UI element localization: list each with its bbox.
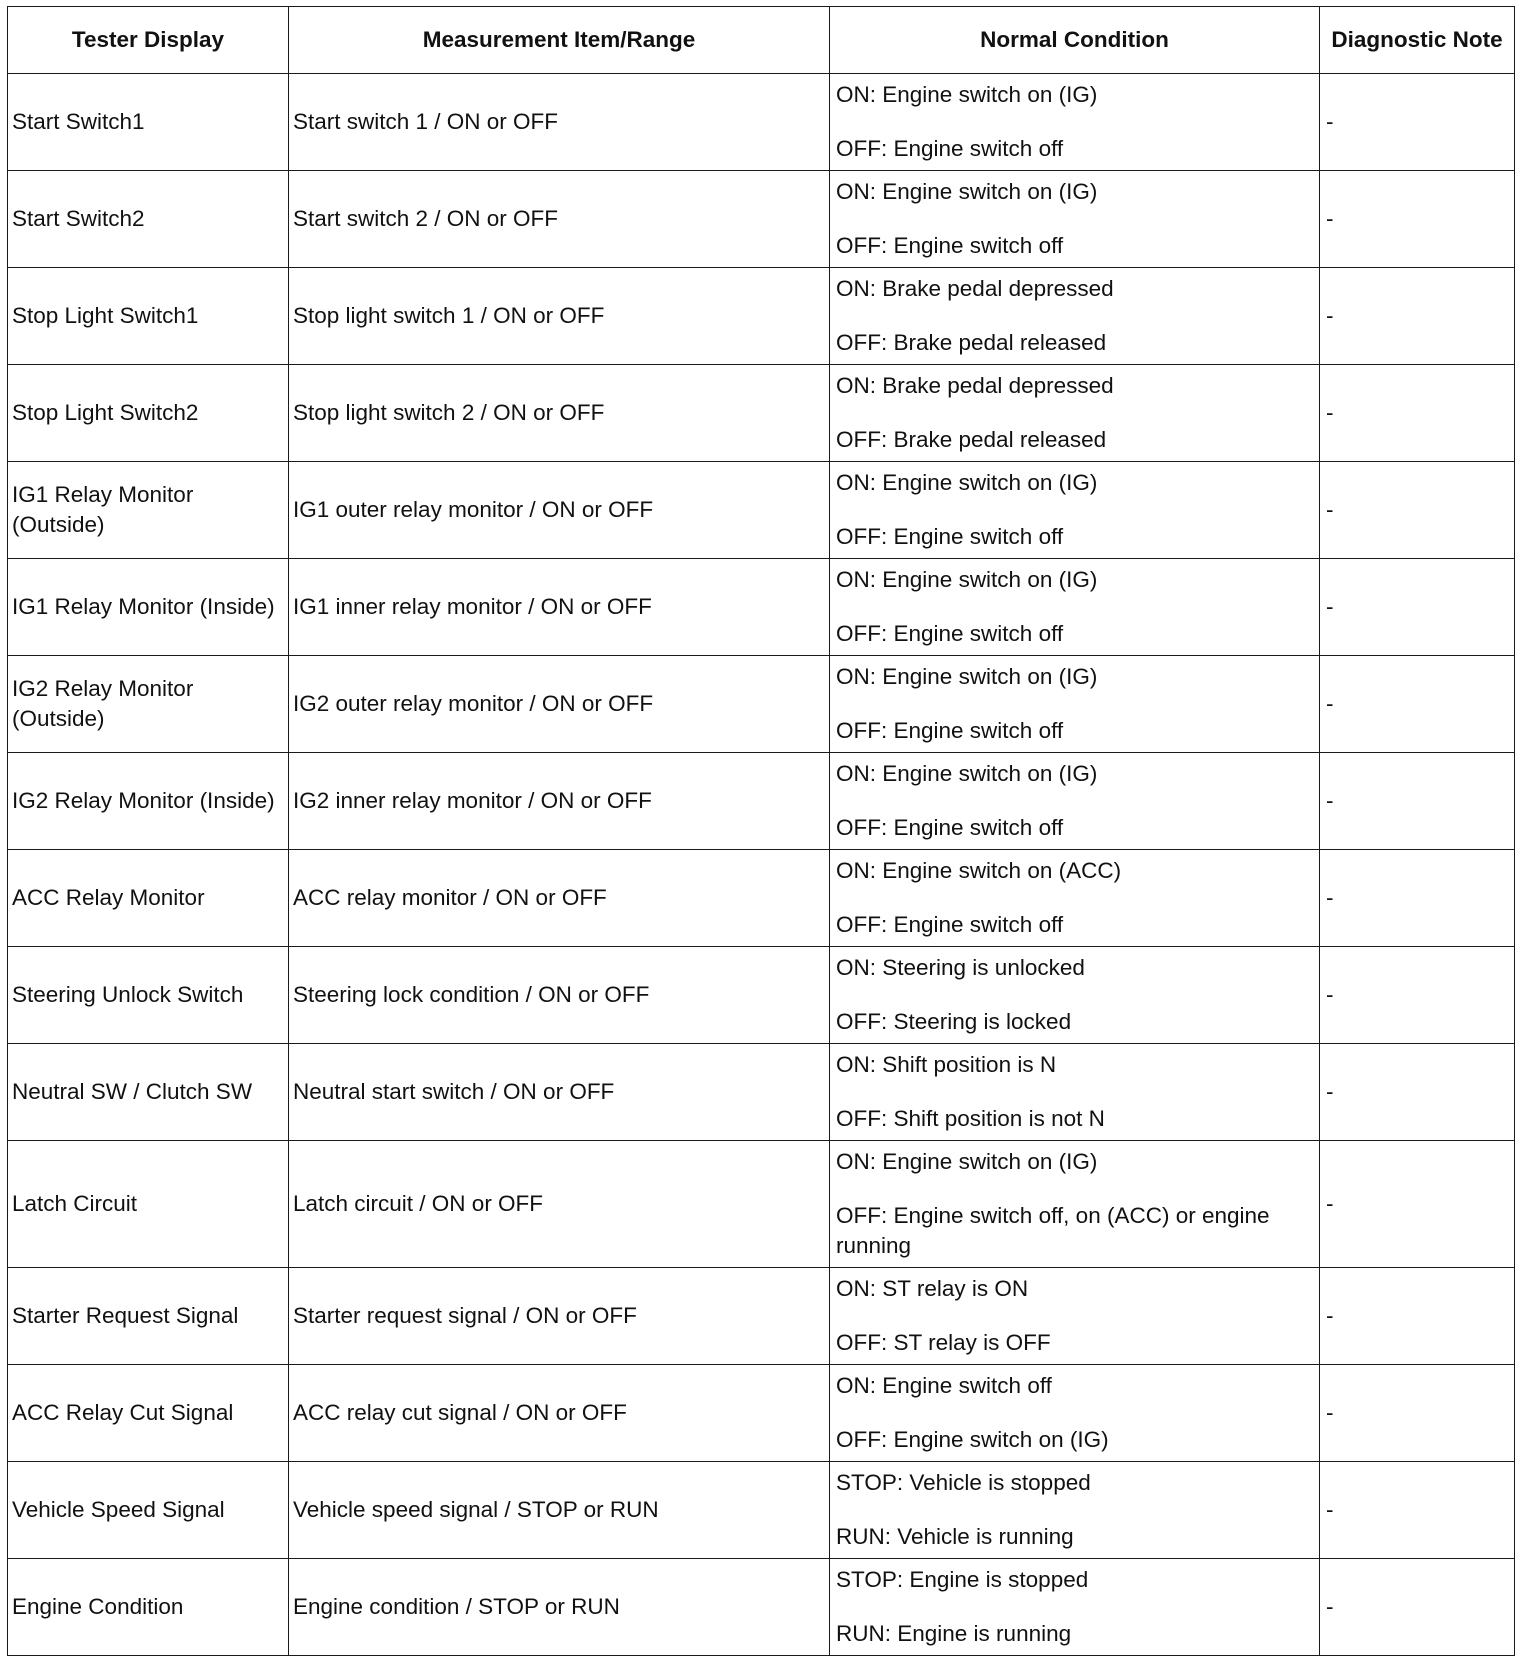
table-row bbox=[8, 656, 1515, 753]
table-row bbox=[8, 365, 1515, 462]
condition-off-text: OFF: Engine switch off bbox=[836, 233, 1064, 258]
table-row bbox=[8, 947, 1515, 1044]
normal-condition-cell bbox=[830, 656, 1320, 753]
normal-condition-cell bbox=[830, 74, 1320, 171]
tester-display-cell: Latch Circuit bbox=[8, 1141, 289, 1268]
condition-on-text: ON: Shift position is N bbox=[836, 1052, 1057, 1077]
condition-on-text: ON: Engine switch on (IG) bbox=[836, 567, 1098, 592]
condition-off-text: OFF: Engine switch off bbox=[836, 912, 1064, 937]
diagnostic-note-cell: - bbox=[1320, 462, 1515, 559]
table-row bbox=[8, 171, 1515, 268]
condition-off-text: OFF: Engine switch off, on (ACC) or engine running bbox=[836, 1203, 1270, 1258]
measurement-item-cell: ACC relay cut signal / ON or OFF bbox=[289, 1365, 830, 1462]
condition-on-text: ON: Engine switch on (IG) bbox=[836, 470, 1098, 495]
diagnostic-note-cell: - bbox=[1320, 947, 1515, 1044]
table-row bbox=[8, 1044, 1515, 1141]
table-row bbox=[8, 268, 1515, 365]
table-row bbox=[8, 74, 1515, 171]
diagnostic-note-cell: - bbox=[1320, 1268, 1515, 1365]
condition-off-text: OFF: Engine switch off bbox=[836, 815, 1064, 840]
tester-display-cell: IG2 Relay Monitor (Outside) bbox=[8, 656, 289, 753]
header-measurement-item: Measurement Item/Range bbox=[289, 7, 830, 74]
condition-on-text: ON: Engine switch on (IG) bbox=[836, 664, 1098, 689]
diagnostic-note-cell: - bbox=[1320, 171, 1515, 268]
condition-on-text: STOP: Engine is stopped bbox=[836, 1567, 1089, 1592]
measurement-item-cell: ACC relay monitor / ON or OFF bbox=[289, 850, 830, 947]
condition-off-text: OFF: Brake pedal released bbox=[836, 330, 1107, 355]
diagnostic-note-cell: - bbox=[1320, 559, 1515, 656]
table-row bbox=[8, 462, 1515, 559]
measurement-item-cell: Start switch 1 / ON or OFF bbox=[289, 74, 830, 171]
tester-display-cell: Start Switch1 bbox=[8, 74, 289, 171]
measurement-item-cell: Vehicle speed signal / STOP or RUN bbox=[289, 1462, 830, 1559]
tester-display-cell: ACC Relay Monitor bbox=[8, 850, 289, 947]
normal-condition-cell bbox=[830, 850, 1320, 947]
header-diagnostic-note: Diagnostic Note bbox=[1320, 7, 1515, 74]
header-tester-display: Tester Display bbox=[8, 7, 289, 74]
normal-condition-cell bbox=[830, 365, 1320, 462]
tester-display-cell: Neutral SW / Clutch SW bbox=[8, 1044, 289, 1141]
table-row bbox=[8, 1559, 1515, 1656]
condition-on-text: STOP: Vehicle is stopped bbox=[836, 1470, 1091, 1495]
tester-display-cell: IG1 Relay Monitor (Outside) bbox=[8, 462, 289, 559]
table-row bbox=[8, 1462, 1515, 1559]
condition-off-text: OFF: Engine switch off bbox=[836, 524, 1064, 549]
tester-display-cell: IG2 Relay Monitor (Inside) bbox=[8, 753, 289, 850]
normal-condition-cell bbox=[830, 462, 1320, 559]
table-row bbox=[8, 753, 1515, 850]
condition-off-text: OFF: Brake pedal released bbox=[836, 427, 1107, 452]
tester-display-cell: Vehicle Speed Signal bbox=[8, 1462, 289, 1559]
normal-condition-cell bbox=[830, 1044, 1320, 1141]
measurement-item-cell: Stop light switch 1 / ON or OFF bbox=[289, 268, 830, 365]
condition-off-text: RUN: Vehicle is running bbox=[836, 1524, 1074, 1549]
table-row bbox=[8, 1141, 1515, 1268]
normal-condition-cell bbox=[830, 1268, 1320, 1365]
table-row bbox=[8, 850, 1515, 947]
condition-off-text: OFF: Engine switch on (IG) bbox=[836, 1427, 1109, 1452]
condition-on-text: ON: Engine switch off bbox=[836, 1373, 1052, 1398]
measurement-item-cell: IG1 outer relay monitor / ON or OFF bbox=[289, 462, 830, 559]
measurement-item-cell: Neutral start switch / ON or OFF bbox=[289, 1044, 830, 1141]
measurement-item-cell: Starter request signal / ON or OFF bbox=[289, 1268, 830, 1365]
normal-condition-cell bbox=[830, 268, 1320, 365]
header-normal-condition: Normal Condition bbox=[830, 7, 1320, 74]
normal-condition-cell bbox=[830, 1141, 1320, 1268]
table-row bbox=[8, 559, 1515, 656]
diagnostic-note-cell: - bbox=[1320, 1559, 1515, 1656]
tester-display-cell: Start Switch2 bbox=[8, 171, 289, 268]
condition-on-text: ON: Engine switch on (IG) bbox=[836, 761, 1098, 786]
tester-display-cell: Starter Request Signal bbox=[8, 1268, 289, 1365]
normal-condition-cell bbox=[830, 1365, 1320, 1462]
condition-on-text: ON: Engine switch on (IG) bbox=[836, 1149, 1098, 1174]
diagnostic-note-cell: - bbox=[1320, 1365, 1515, 1462]
measurement-item-cell: Engine condition / STOP or RUN bbox=[289, 1559, 830, 1656]
tester-display-cell: IG1 Relay Monitor (Inside) bbox=[8, 559, 289, 656]
measurement-item-cell: Latch circuit / ON or OFF bbox=[289, 1141, 830, 1268]
tester-display-cell: Steering Unlock Switch bbox=[8, 947, 289, 1044]
condition-off-text: OFF: Engine switch off bbox=[836, 621, 1064, 646]
diagnostic-note-cell: - bbox=[1320, 850, 1515, 947]
measurement-item-cell: IG2 inner relay monitor / ON or OFF bbox=[289, 753, 830, 850]
tester-display-cell: ACC Relay Cut Signal bbox=[8, 1365, 289, 1462]
tester-display-cell: Stop Light Switch2 bbox=[8, 365, 289, 462]
data-list-table bbox=[7, 6, 1515, 1656]
condition-on-text: ON: Engine switch on (IG) bbox=[836, 82, 1098, 107]
normal-condition-cell bbox=[830, 1559, 1320, 1656]
normal-condition-cell bbox=[830, 171, 1320, 268]
diagnostic-note-cell: - bbox=[1320, 1141, 1515, 1268]
table-row bbox=[8, 1365, 1515, 1462]
condition-on-text: ON: Brake pedal depressed bbox=[836, 276, 1114, 301]
condition-on-text: ON: Engine switch on (IG) bbox=[836, 179, 1098, 204]
condition-on-text: ON: Brake pedal depressed bbox=[836, 373, 1114, 398]
measurement-item-cell: Start switch 2 / ON or OFF bbox=[289, 171, 830, 268]
condition-off-text: RUN: Engine is running bbox=[836, 1621, 1072, 1646]
normal-condition-cell bbox=[830, 1462, 1320, 1559]
diagnostic-note-cell: - bbox=[1320, 1462, 1515, 1559]
condition-on-text: ON: ST relay is ON bbox=[836, 1276, 1029, 1301]
condition-on-text: ON: Engine switch on (ACC) bbox=[836, 858, 1122, 883]
measurement-item-cell: Stop light switch 2 / ON or OFF bbox=[289, 365, 830, 462]
condition-off-text: OFF: Engine switch off bbox=[836, 136, 1064, 161]
tester-display-cell: Stop Light Switch1 bbox=[8, 268, 289, 365]
table-row bbox=[8, 1268, 1515, 1365]
condition-off-text: OFF: Shift position is not N bbox=[836, 1106, 1105, 1131]
diagnostic-note-cell: - bbox=[1320, 656, 1515, 753]
normal-condition-cell bbox=[830, 947, 1320, 1044]
diagnostic-note-cell: - bbox=[1320, 268, 1515, 365]
diagnostic-note-cell: - bbox=[1320, 74, 1515, 171]
condition-on-text: ON: Steering is unlocked bbox=[836, 955, 1085, 980]
normal-condition-cell bbox=[830, 753, 1320, 850]
diagnostic-note-cell: - bbox=[1320, 753, 1515, 850]
header-row bbox=[8, 7, 1515, 74]
normal-condition-cell bbox=[830, 559, 1320, 656]
tester-display-cell: Engine Condition bbox=[8, 1559, 289, 1656]
condition-off-text: OFF: Steering is locked bbox=[836, 1009, 1072, 1034]
condition-off-text: OFF: ST relay is OFF bbox=[836, 1330, 1051, 1355]
measurement-item-cell: IG1 inner relay monitor / ON or OFF bbox=[289, 559, 830, 656]
condition-off-text: OFF: Engine switch off bbox=[836, 718, 1064, 743]
diagnostic-note-cell: - bbox=[1320, 365, 1515, 462]
measurement-item-cell: Steering lock condition / ON or OFF bbox=[289, 947, 830, 1044]
measurement-item-cell: IG2 outer relay monitor / ON or OFF bbox=[289, 656, 830, 753]
diagnostic-note-cell: - bbox=[1320, 1044, 1515, 1141]
